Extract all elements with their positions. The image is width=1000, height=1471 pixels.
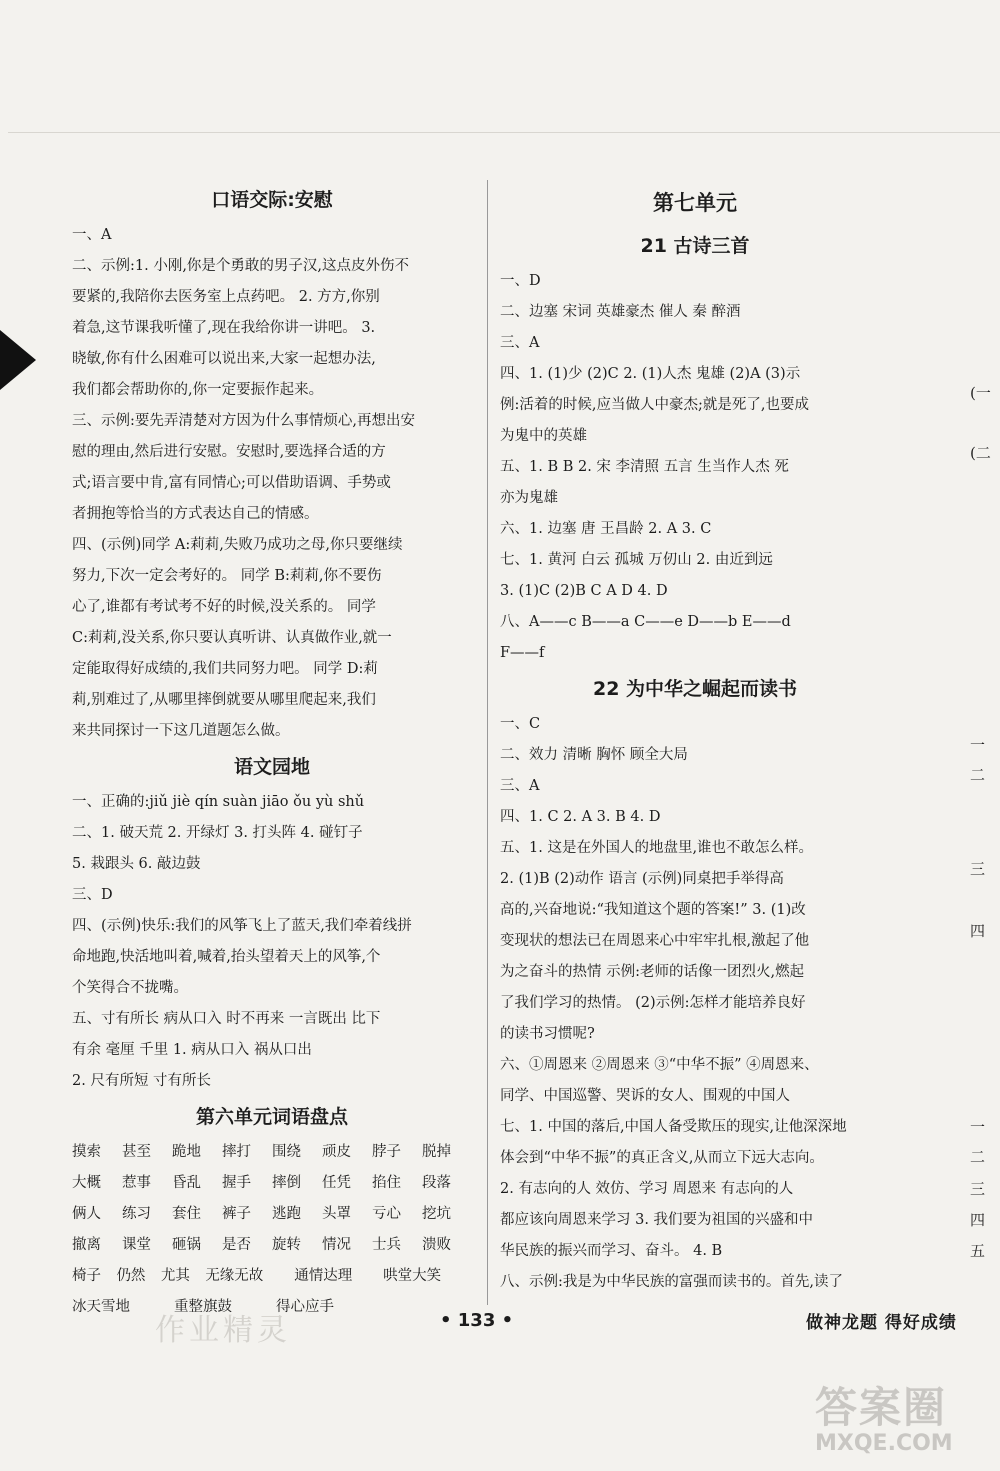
answer-line: 七、1. 黄河 白云 孤城 万仞山 2. 由近到远	[500, 552, 773, 568]
vocab-word: 大概	[72, 1175, 101, 1191]
margin-fragment: 二	[970, 766, 986, 784]
answer-line: 华民族的振兴而学习、奋斗。 4. B	[500, 1243, 723, 1259]
margin-fragment: 一	[970, 1118, 986, 1136]
vocab-word: 任凭	[322, 1175, 351, 1191]
vocab-word: 握手	[222, 1175, 251, 1191]
answer-line: 五、寸有所长 病从口入 时不再来 一言既出 比下	[72, 1011, 381, 1027]
margin-fragment: 三	[970, 1180, 986, 1198]
section-title: 22 为中华之崛起而读书	[592, 678, 798, 700]
answer-line: 命地跑,快活地叫着,喊着,抬头望着天上的风筝,个	[72, 949, 381, 965]
margin-fragment: 五	[970, 1242, 986, 1260]
answer-line: F——f	[500, 645, 545, 661]
vocab-word: 重整旗鼓	[174, 1299, 232, 1315]
answer-line: 亦为鬼雄	[500, 490, 558, 506]
page-number: • 133 •	[440, 1310, 514, 1331]
margin-fragment: (二	[970, 444, 991, 462]
answer-line: 三、A	[500, 778, 540, 794]
section-title: 口语交际:安慰	[211, 189, 333, 211]
answer-line: 例:活着的时候,应当做人中豪杰;就是死了,也要成	[500, 397, 809, 413]
vocab-row	[72, 1168, 472, 1199]
vocab-row	[72, 1261, 472, 1292]
answer-line: 2. 尺有所短 寸有所长	[72, 1073, 212, 1089]
left-column	[72, 180, 472, 1323]
vocab-word: 脖子	[372, 1144, 401, 1160]
answer-line: 2. 有志向的人 效仿、学习 周恩来 有志向的人	[500, 1181, 794, 1197]
answer-line: 八、示例:我是为中华民族的富强而读书的。首先,读了	[500, 1274, 843, 1290]
vocab-row	[72, 1137, 472, 1168]
answer-line: 定能取得好成绩的,我们共同努力吧。 同学 D:莉	[72, 661, 378, 677]
answer-block	[500, 709, 890, 1298]
vocab-word: 得心应手	[276, 1299, 334, 1315]
vocab-table	[72, 1137, 472, 1323]
answer-line: 五、1. B B 2. 宋 李清照 五言 生当作人杰 死	[500, 459, 789, 475]
answer-line: C:莉莉,没关系,你只要认真听讲、认真做作业,就一	[72, 630, 392, 646]
answer-line: 一、C	[500, 716, 541, 732]
answer-line: 为鬼中的英雄	[500, 428, 587, 444]
answer-line: 高的,兴奋地说:“我知道这个题的答案!” 3. (1)改	[500, 902, 806, 918]
answer-line: 心了,谁都有考试考不好的时候,没关系的。 同学	[72, 599, 376, 615]
answer-line: 四、(示例)同学 A:莉莉,失败乃成功之母,你只要继续	[72, 537, 403, 553]
answer-line: 个笑得合不拢嘴。	[72, 980, 188, 996]
logo-mark: 答案圈	[815, 1383, 948, 1432]
answer-line: 一、正确的:jiǔ jiè qín suàn jiāo ǒu yù shǔ	[72, 794, 365, 810]
vocab-word: 是否	[222, 1237, 251, 1253]
binding-mark	[0, 330, 36, 390]
vocab-row	[72, 1230, 472, 1261]
vocab-word: 甚至	[122, 1144, 151, 1160]
vocab-word: 脱掉	[422, 1144, 451, 1160]
answer-line: 六、①周恩来 ②周恩来 ③“中华不振” ④周恩来、	[500, 1057, 819, 1073]
answer-line: 三、D	[72, 887, 113, 903]
answer-line: 七、1. 中国的落后,中国人备受欺压的现实,让他深深地	[500, 1119, 847, 1135]
vocab-word: 亏心	[372, 1206, 401, 1222]
answer-line: 莉,别难过了,从哪里摔倒就要从哪里爬起来,我们	[72, 692, 376, 708]
answer-line: 要紧的,我陪你去医务室上点药吧。 2. 方方,你别	[72, 289, 380, 305]
logo-url: MXQE.COM	[815, 1431, 953, 1456]
answer-line: 一、A	[72, 227, 112, 243]
answer-line: 四、1. (1)少 (2)C 2. (1)人杰 鬼雄 (2)A (3)示	[500, 366, 801, 382]
vocab-word: 情况	[322, 1237, 351, 1253]
answer-line: 3. (1)C (2)B C A D 4. D	[500, 583, 668, 599]
answer-line: 5. 栽跟头 6. 敲边鼓	[72, 856, 201, 872]
answer-line: 的读书习惯呢?	[500, 1026, 595, 1042]
answer-line: 2. (1)B (2)动作 语言 (示例)同桌把手举得高	[500, 871, 784, 887]
answer-line: 同学、中国巡警、哭诉的女人、围观的中国人	[500, 1088, 790, 1104]
section-title: 第六单元词语盘点	[195, 1106, 348, 1128]
vocab-word: 冰天雪地	[72, 1299, 130, 1315]
vocab-word: 围绕	[272, 1144, 301, 1160]
margin-fragment: 三	[970, 860, 986, 878]
vocab-word: 头罩	[322, 1206, 351, 1222]
site-logo	[815, 1385, 995, 1465]
answer-line: 为之奋斗的热情 示例:老师的话像一团烈火,燃起	[500, 964, 805, 980]
vocab-word: 尤其	[160, 1268, 190, 1284]
vocab-word: 练习	[122, 1206, 151, 1222]
column-divider	[487, 180, 488, 1305]
top-rule	[8, 132, 1000, 133]
answer-line: 三、示例:要先弄清楚对方因为什么事情烦心,再想出安	[72, 413, 415, 429]
section-title: 21 古诗三首	[640, 235, 750, 257]
answer-line: 式;语言要中肯,富有同情心;可以借助语调、手势或	[72, 475, 391, 491]
vocab-word: 仍然	[116, 1268, 146, 1284]
vocab-word: 通情达理	[294, 1268, 353, 1284]
vocab-word: 旋转	[272, 1237, 301, 1253]
margin-fragment: 四	[970, 1211, 986, 1229]
answer-line: 我们都会帮助你的,你一定要振作起来。	[72, 382, 324, 398]
margin-fragment: 二	[970, 1148, 986, 1166]
vocab-word: 无缘无故	[205, 1268, 264, 1284]
vocab-word: 惹事	[122, 1175, 151, 1191]
answer-line: 四、(示例)快乐:我们的风筝飞上了蓝天,我们牵着线拼	[72, 918, 412, 934]
answer-line: 了我们学习的热情。 (2)示例:怎样才能培养良好	[500, 995, 806, 1011]
vocab-word: 套住	[172, 1206, 201, 1222]
vocab-word: 砸锅	[172, 1237, 201, 1253]
answer-line: 体会到“中华不振”的真正含义,从而立下远大志向。	[500, 1150, 824, 1166]
answer-line: 者拥抱等恰当的方式表达自己的情感。	[72, 506, 319, 522]
vocab-word: 掐住	[372, 1175, 401, 1191]
answer-block	[500, 266, 890, 669]
vocab-word: 跪地	[172, 1144, 201, 1160]
margin-fragment: 一	[970, 736, 986, 754]
answer-line: 着急,这节课我听懂了,现在我给你讲一讲吧。 3.	[72, 320, 376, 336]
answer-line: 晓敏,你有什么困难可以说出来,大家一起想办法,	[72, 351, 376, 367]
section-title: 语文园地	[233, 756, 310, 778]
answer-line: 二、边塞 宋词 英雄豪杰 催人 秦 醉酒	[500, 304, 741, 320]
margin-fragment: (一	[970, 384, 991, 402]
vocab-word: 挖坑	[422, 1206, 451, 1222]
unit-title: 第七单元	[653, 191, 737, 215]
answer-line: 二、示例:1. 小刚,你是个勇敢的男子汉,这点皮外伤不	[72, 258, 410, 274]
vocab-word: 摔倒	[272, 1175, 301, 1191]
answer-block	[72, 787, 472, 1097]
answer-line: 二、1. 破天荒 2. 开绿灯 3. 打头阵 4. 碰钉子	[72, 825, 363, 841]
right-column	[500, 180, 890, 1298]
vocab-word: 摸索	[72, 1144, 101, 1160]
answer-line: 努力,下次一定会考好的。 同学 B:莉莉,你不要伤	[72, 568, 382, 584]
answer-line: 二、效力 清晰 胸怀 顾全大局	[500, 747, 688, 763]
answer-line: 五、1. 这是在外国人的地盘里,谁也不敢怎么样。	[500, 840, 814, 856]
vocab-word: 逃跑	[272, 1206, 301, 1222]
vocab-word: 椅子	[72, 1268, 101, 1284]
vocab-word: 裤子	[222, 1206, 251, 1222]
answer-line: 三、A	[500, 335, 540, 351]
vocab-word: 撤离	[72, 1237, 101, 1253]
answer-line: 四、1. C 2. A 3. B 4. D	[500, 809, 661, 825]
vocab-word: 俩人	[72, 1206, 101, 1222]
vocab-word: 昏乱	[172, 1175, 201, 1191]
answer-line: 变现状的想法已在周恩来心中牢牢扎根,激起了他	[500, 933, 810, 949]
footer-slogan: 做神龙题 得好成绩	[806, 1313, 957, 1333]
vocab-word: 哄堂大笑	[383, 1268, 442, 1284]
margin-fragment: 四	[970, 922, 986, 940]
answer-line: 慰的理由,然后进行安慰。安慰时,要选择合适的方	[72, 444, 386, 460]
answer-line: 来共同探讨一下这几道题怎么做。	[72, 723, 290, 739]
vocab-word: 课堂	[122, 1237, 151, 1253]
answer-block	[72, 220, 472, 747]
watermark-text: 作业精灵	[155, 1313, 291, 1348]
vocab-word: 摔打	[222, 1144, 251, 1160]
answer-line: 都应该向周恩来学习 3. 我们要为祖国的兴盛和中	[500, 1212, 814, 1228]
vocab-word: 段落	[422, 1175, 451, 1191]
vocab-word: 溃败	[422, 1237, 451, 1253]
vocab-word: 顽皮	[322, 1144, 351, 1160]
answer-line: 有余 毫厘 千里 1. 病从口入 祸从口出	[72, 1042, 312, 1058]
answer-line: 八、A——c B——a C——e D——b E——d	[500, 614, 791, 630]
answer-line: 六、1. 边塞 唐 王昌龄 2. A 3. C	[500, 521, 712, 537]
vocab-word: 士兵	[372, 1237, 401, 1253]
answer-line: 一、D	[500, 273, 541, 289]
vocab-row	[72, 1199, 472, 1230]
